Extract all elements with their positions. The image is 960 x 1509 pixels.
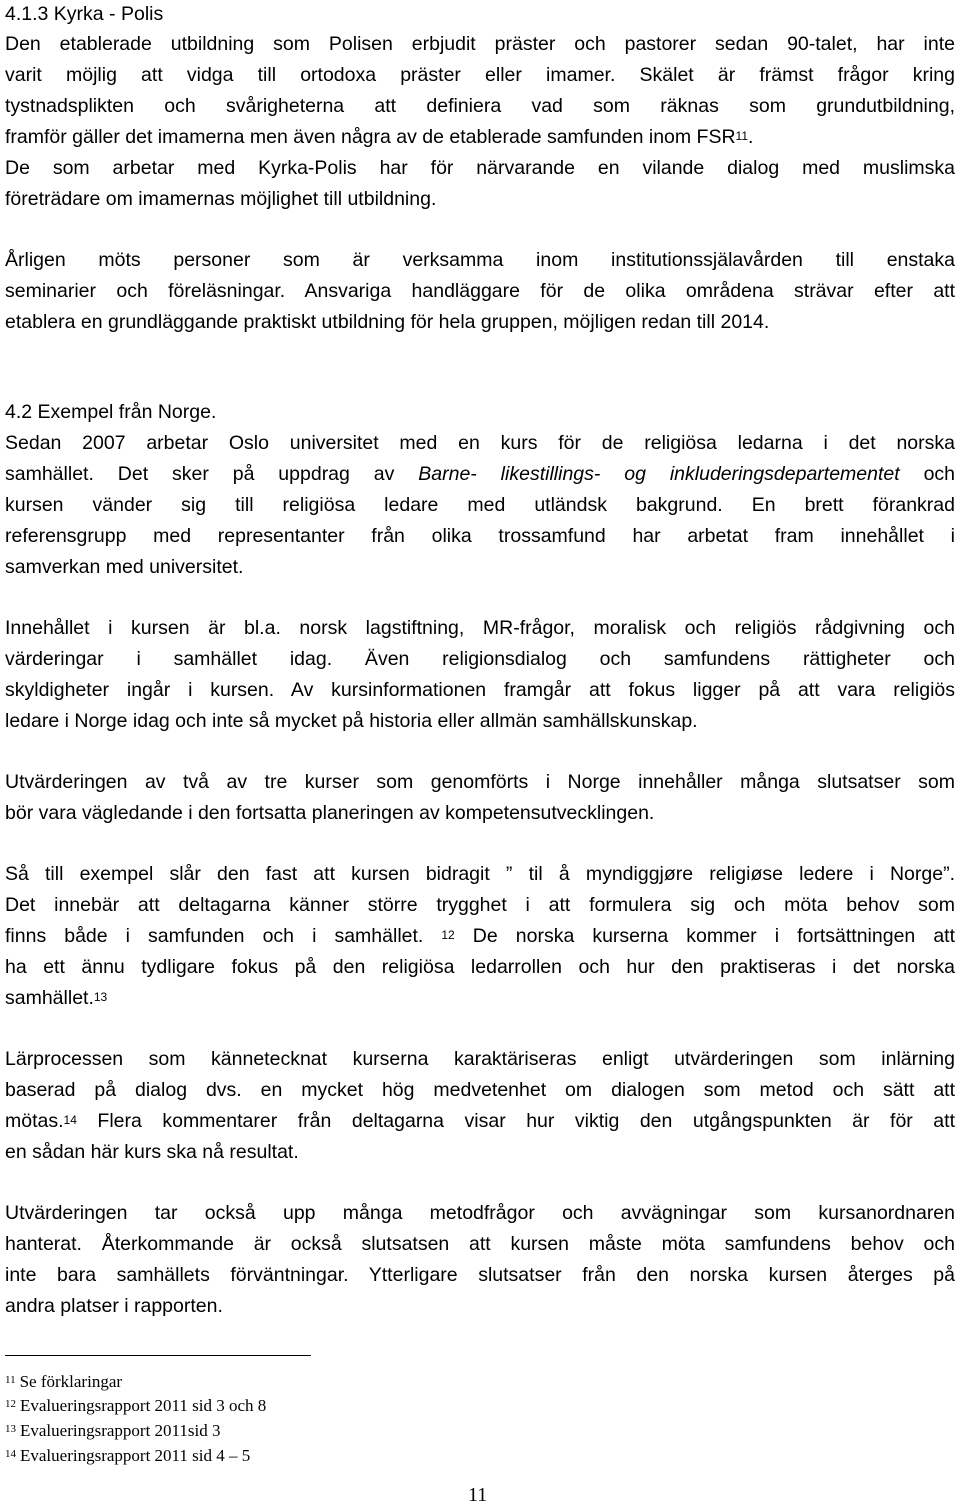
- paragraph-line: etablera en grundläggande praktiskt utbildning för hela gruppen, möjligen redan till 2014.: [5, 311, 770, 333]
- paragraph-line: [5, 924, 955, 948]
- paragraph-text: framför gäller det imamerna men även några av de etablerade samfunden inom FSR: [5, 126, 736, 148]
- paragraph-line: [5, 986, 955, 1010]
- paragraph-line: tystnadsplikten och svårigheterna att definiera vad som räknas som grundutbildning,: [5, 95, 955, 117]
- footnote-text: Se förklaringar: [19, 1372, 123, 1391]
- paragraph-text: och: [899, 463, 956, 485]
- paragraph-line: värderingar i samhället idag. Även religionsdialog och samfundens rättigheter och: [5, 648, 955, 670]
- footnote-text: Evalueringsrapport 2011 sid 3 och 8: [20, 1396, 267, 1415]
- paragraph-line: Innehållet i kursen är bl.a. norsk lagstiftning, MR-frågor, moralisk och religiös rådgivning och: [5, 617, 955, 639]
- paragraph-line: företrädare om imamernas möjlighet till utbildning.: [5, 188, 437, 210]
- paragraph-line: seminarier och föreläsningar. Ansvariga handläggare för de olika områdena strävar efter att: [5, 280, 955, 302]
- footnote-number: 14: [5, 1448, 16, 1460]
- paragraph-line: De som arbetar med Kyrka-Polis har för närvarande en vilande dialog med muslimska: [5, 157, 955, 179]
- footnote-ref-14[interactable]: 14: [63, 1113, 77, 1127]
- paragraph-line: Så till exempel slår den fast att kursen bidragit ” til å myndiggjøre religiøse ledere i Norge”.: [5, 863, 955, 885]
- paragraph-line: Utvärderingen tar också upp många metodfrågor och avvägningar som kursanordnaren: [5, 1202, 955, 1224]
- paragraph-line: Årligen möts personer som är verksamma inom institutionssjälavården till enstaka: [5, 249, 955, 271]
- paragraph-line: en sådan här kurs ska nå resultat.: [5, 1141, 299, 1163]
- footnote-13: [5, 1421, 221, 1441]
- paragraph-line: Den etablerade utbildning som Polisen erbjudit präster och pastorer sedan 90-talet, har inte: [5, 33, 955, 55]
- paragraph-line: inte bara samhällets förväntningar. Ytterligare slutsatser från den norska kursen återges på: [5, 1264, 955, 1286]
- footnote-11: [5, 1372, 122, 1392]
- footnote-12: [5, 1396, 266, 1416]
- paragraph-line: skyldigheter ingår i kursen. Av kursinformationen framgår att fokus ligger på att vara religiös: [5, 679, 955, 701]
- footnote-number: 13: [5, 1423, 16, 1435]
- paragraph-line: samverkan med universitet.: [5, 556, 244, 578]
- paragraph-line: Utvärderingen av två av tre kurser som genomförts i Norge innehåller många slutsatser som: [5, 771, 955, 793]
- footnote-text: Evalueringsrapport 2011 sid 4 – 5: [20, 1446, 251, 1465]
- footnote-ref-13[interactable]: 13: [93, 990, 108, 1004]
- paragraph-text: .: [748, 126, 754, 148]
- footnote-ref-11[interactable]: 11: [735, 129, 749, 143]
- paragraph-line: varit möjlig att vidga till ortodoxa präster eller imamer. Skälet är främst frågor kring: [5, 64, 955, 86]
- paragraph-line: hanterat. Återkommande är också slutsatsen att kursen måste möta samfundens behov och: [5, 1233, 955, 1255]
- paragraph-line: andra platser i rapporten.: [5, 1295, 223, 1317]
- paragraph-line: Sedan 2007 arbetar Oslo universitet med en kurs för de religiösa ledarna i det norska: [5, 432, 955, 454]
- footnote-text: Evalueringsrapport 2011sid 3: [20, 1421, 221, 1440]
- paragraph-text: samhället.: [5, 987, 94, 1009]
- paragraph-line: [5, 1109, 955, 1133]
- paragraph-line: baserad på dialog dvs. en mycket hög medvetenhet om dialogen som metod och sätt att: [5, 1079, 955, 1101]
- paragraph-line: kursen vänder sig till religiösa ledare med utländsk bakgrund. En brett förankrad: [5, 494, 955, 516]
- paragraph-line: referensgrupp med representanter från olika trossamfund har arbetat fram innehållet i: [5, 525, 955, 547]
- footnote-14: [5, 1446, 250, 1466]
- paragraph-line: [5, 125, 955, 149]
- paragraph-line: [5, 462, 955, 486]
- footnote-number: 12: [5, 1398, 16, 1410]
- paragraph-line: ledare i Norge idag och inte så mycket på historia eller allmän samhällskunskap.: [5, 710, 698, 732]
- footnote-number: 11: [5, 1374, 16, 1386]
- paragraph-text: samhället. Det sker på uppdrag av: [5, 463, 419, 485]
- paragraph-line: bör vara vägledande i den fortsatta planeringen av kompetensutvecklingen.: [5, 802, 655, 824]
- section-heading-norge: 4.2 Exempel från Norge.: [5, 401, 217, 423]
- paragraph-line: Lärprocessen som kännetecknat kurserna karaktäriseras enligt utvärderingen som inlärning: [5, 1048, 955, 1070]
- page-number: 11: [468, 1484, 488, 1506]
- footnote-separator: [5, 1355, 311, 1356]
- paragraph-text: mötas.: [5, 1110, 64, 1132]
- paragraph-line: Det innebär att deltagarna känner större trygghet i att formulera sig och möta behov som: [5, 894, 955, 916]
- section-heading-kyrka-polis: 4.1.3 Kyrka - Polis: [5, 3, 164, 25]
- paragraph-line: ha ett ännu tydligare fokus på den religiösa ledarrollen och hur den praktiseras i det norska: [5, 956, 955, 978]
- paragraph-text: finns både i samfunden och i samhället.: [5, 925, 442, 947]
- department-name: Barne- likestillings- og inkluderingsdepartementet: [418, 463, 900, 485]
- footnote-ref-12[interactable]: 12: [441, 928, 455, 942]
- paragraph-text: De norska kurserna kommer i fortsättningen att: [454, 925, 955, 947]
- paragraph-text: Flera kommentarer från deltagarna visar hur viktig den utgångspunkten är för att: [76, 1110, 955, 1132]
